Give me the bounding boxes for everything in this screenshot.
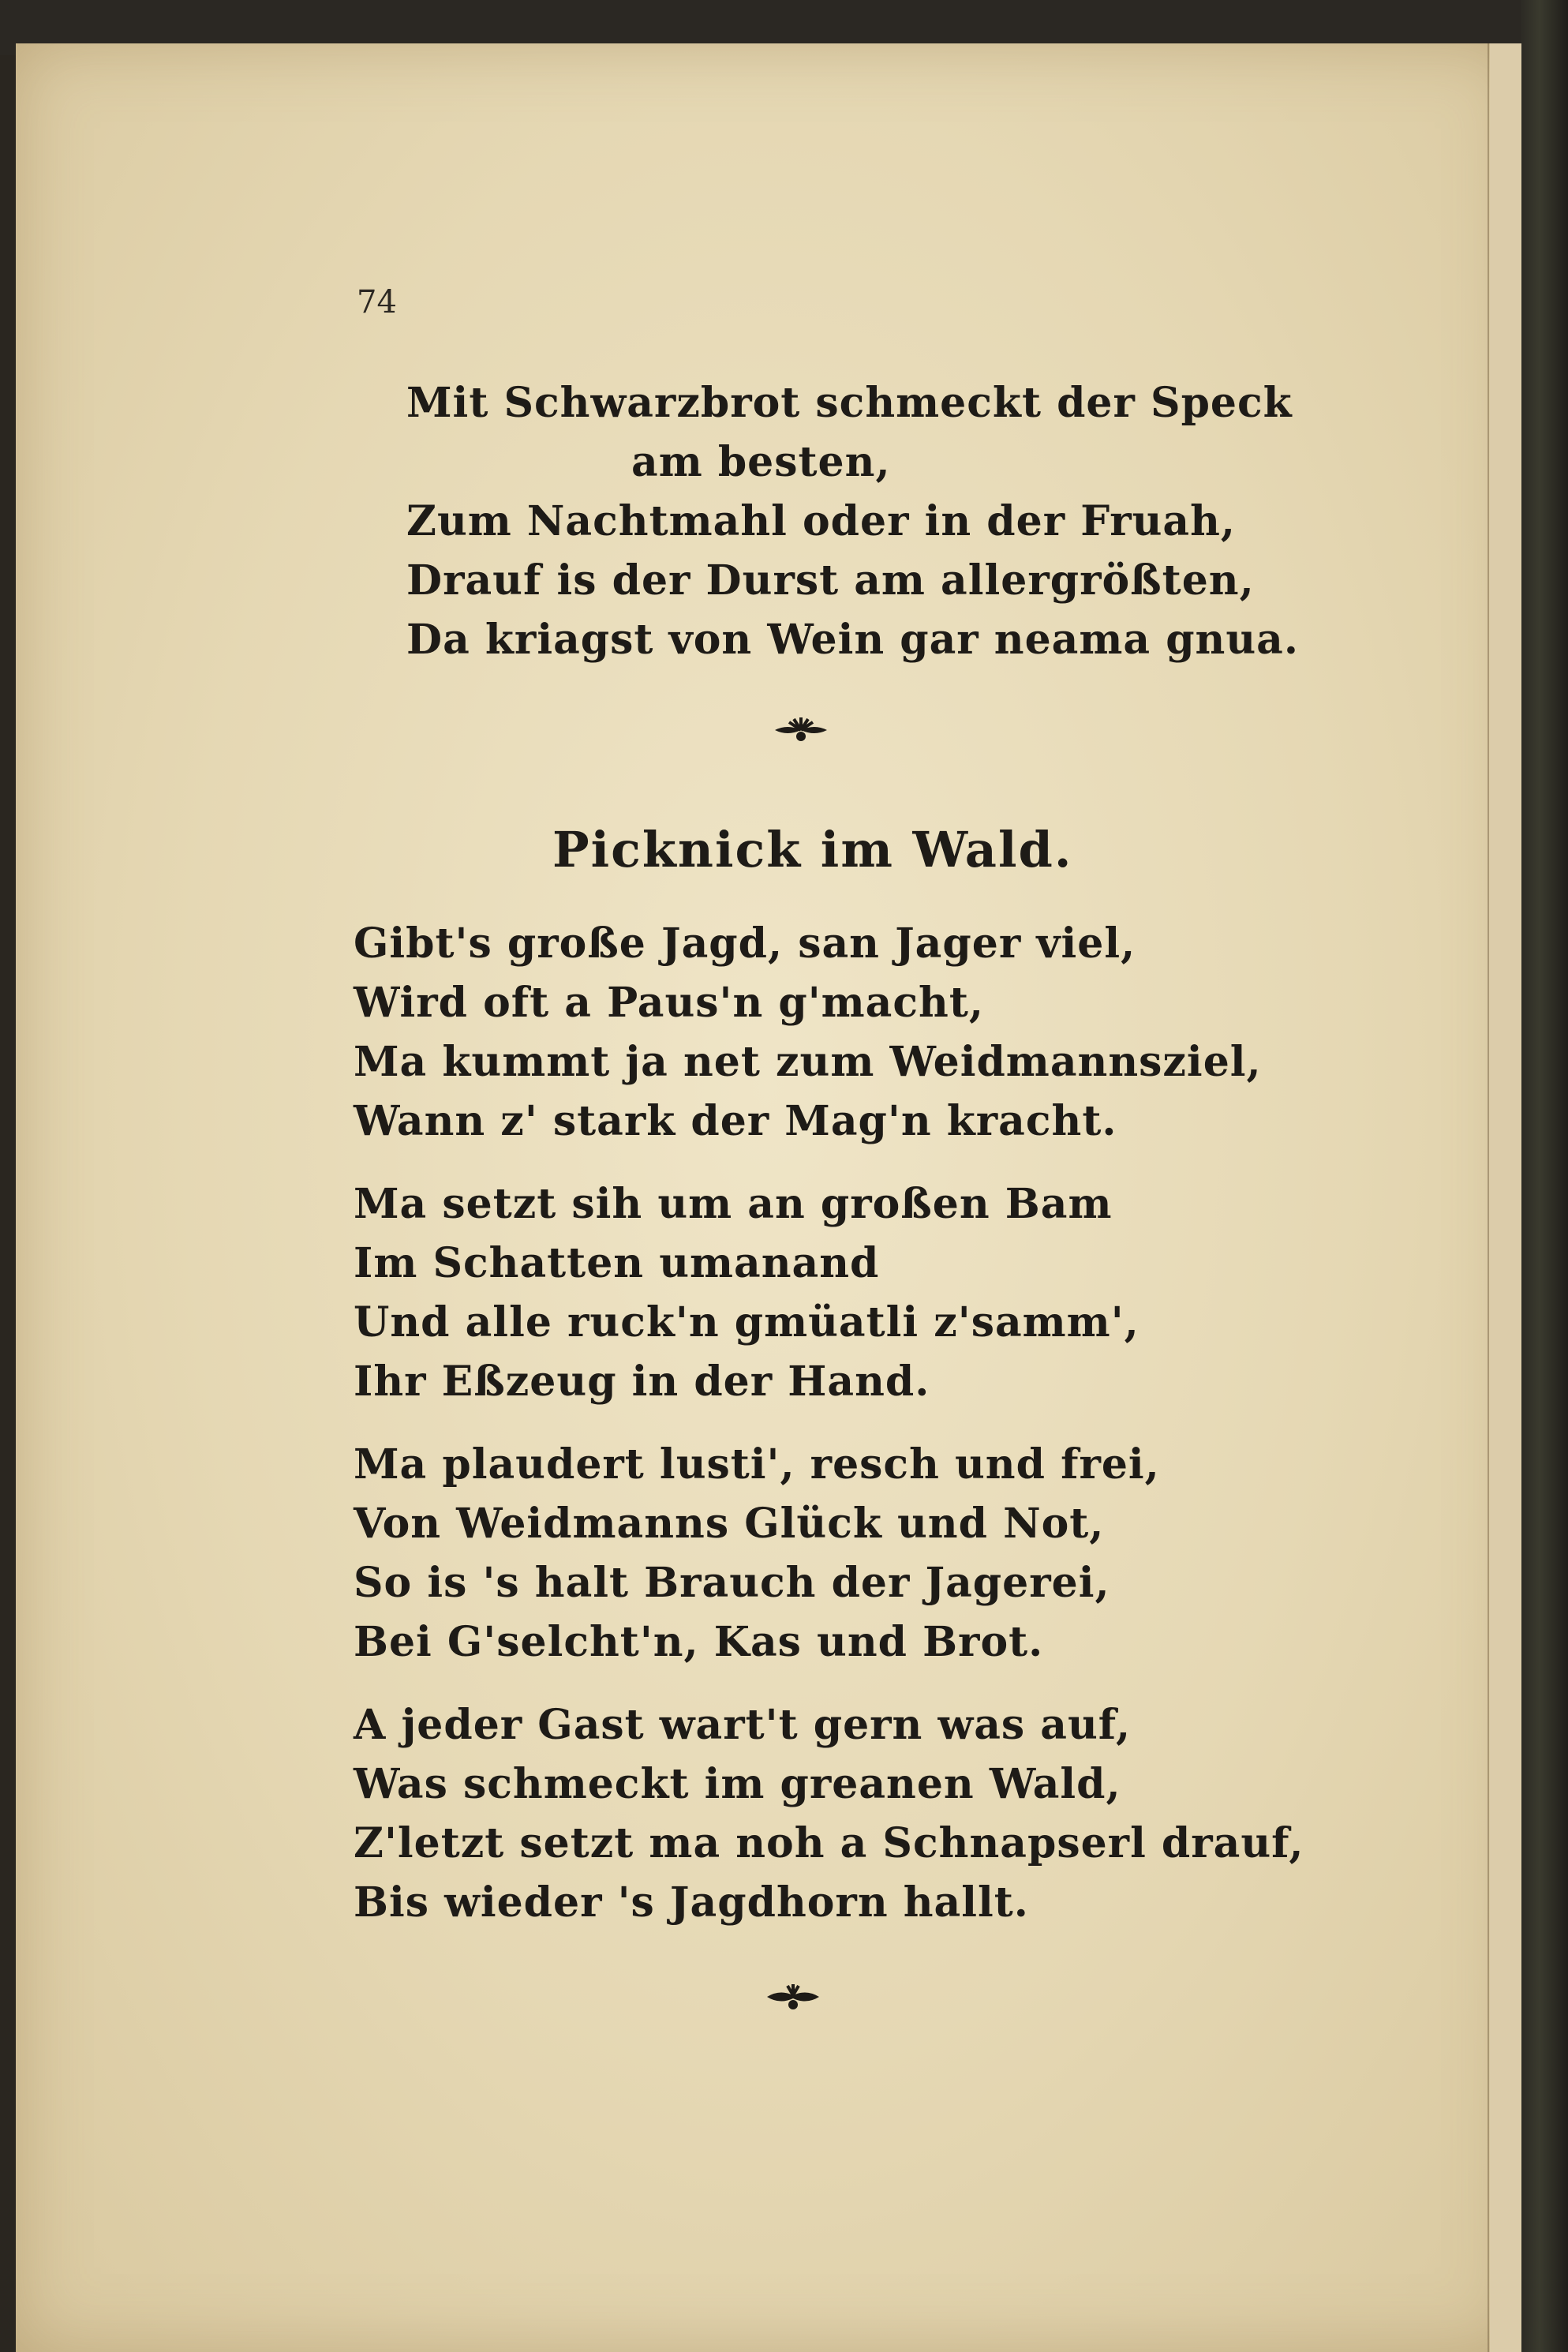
poem-title: Picknick im Wald. bbox=[552, 821, 1073, 878]
poem-line: Und alle ruck'n gmüatli z'samm', bbox=[354, 1298, 1140, 1346]
page-edge-strip bbox=[1490, 43, 1521, 2352]
poem-line: Da kriagst von Wein gar neama gnua. bbox=[406, 616, 1299, 664]
poem-line: So is 's halt Brauch der Jagerei, bbox=[354, 1559, 1110, 1607]
poem-line: Z'letzt setzt ma noh a Schnapserl drauf, bbox=[354, 1819, 1304, 1867]
poem-line: Ma setzt sih um an großen Bam bbox=[354, 1180, 1113, 1228]
poem-line: Bis wieder 's Jagdhorn hallt. bbox=[354, 1878, 1029, 1927]
page-fold-line bbox=[1488, 43, 1489, 2352]
leaf-ornament-icon bbox=[765, 1981, 821, 2013]
poem-line: Zum Nachtmahl oder in der Fruah, bbox=[406, 497, 1237, 545]
poem-line: am besten, bbox=[631, 438, 891, 486]
poem-line: Ihr Eßzeug in der Hand. bbox=[354, 1358, 930, 1406]
poem-line: Drauf is der Durst am allergrößten, bbox=[406, 556, 1255, 605]
poem-line: Ma plaudert lusti', resch und frei, bbox=[354, 1440, 1160, 1489]
leaf-ornament-icon bbox=[773, 714, 829, 746]
poem-line: Mit Schwarzbrot schmeckt der Speck bbox=[406, 379, 1293, 427]
poem-line: Ma kummt ja net zum Weidmannsziel, bbox=[354, 1038, 1262, 1086]
poem-line: Bei G'selcht'n, Kas und Brot. bbox=[354, 1618, 1044, 1666]
poem-line: Wird oft a Paus'n g'macht, bbox=[354, 979, 984, 1027]
poem-line: Von Weidmanns Glück und Not, bbox=[354, 1500, 1105, 1548]
poem-line: Wann z' stark der Mag'n kracht. bbox=[354, 1097, 1117, 1145]
poem-line: Im Schatten umanand bbox=[354, 1239, 880, 1287]
poem-line: A jeder Gast wart't gern was auf, bbox=[354, 1701, 1132, 1749]
page-number: 74 bbox=[357, 284, 397, 320]
book-binding-edge bbox=[1521, 0, 1568, 2352]
poem-line: Was schmeckt im greanen Wald, bbox=[354, 1760, 1121, 1808]
poem-line: Gibt's große Jagd, san Jager viel, bbox=[354, 919, 1136, 968]
